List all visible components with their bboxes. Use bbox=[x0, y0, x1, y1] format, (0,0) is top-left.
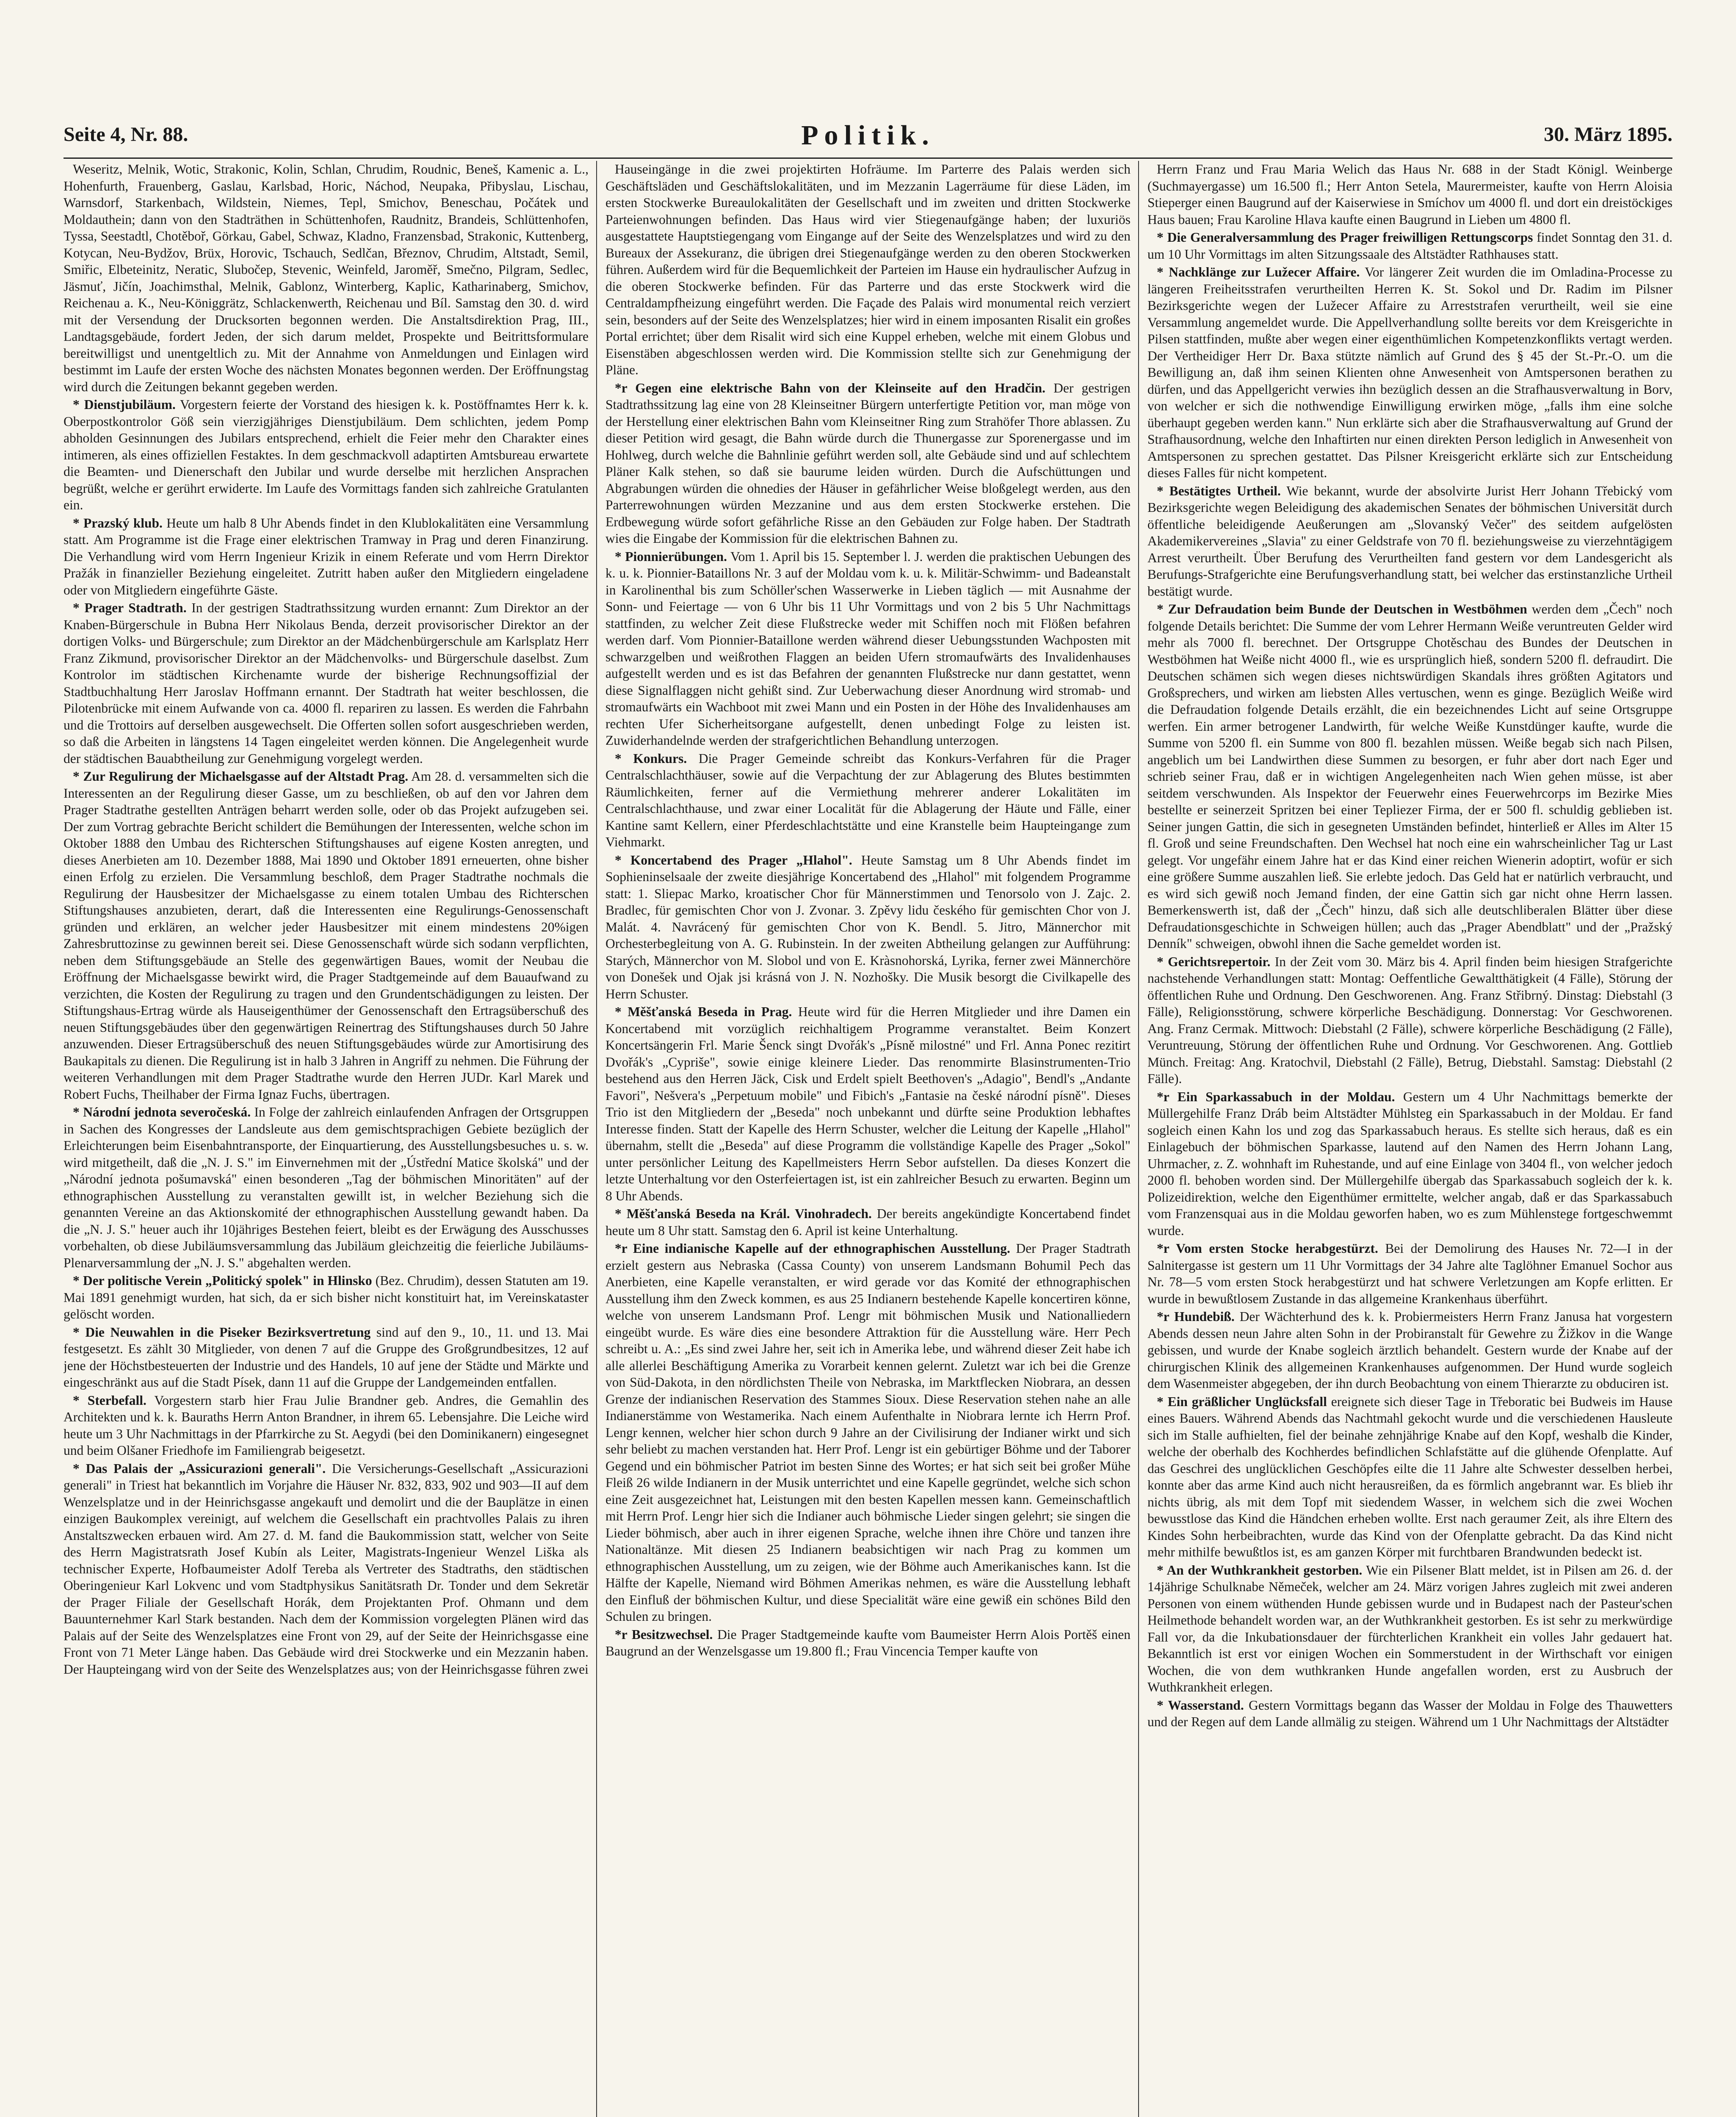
article-body: Die Prager Gemeinde schreibt das Konkurs-Verfahren für die Prager Centralschlachthäuser, sowie auf die Verpachtung der zur Ablagerung des Blutes bestimmten Räumlichkeiten, ferner auf die Vermiethung mehrerer anderer Lokalitäten im Centralschlachthause, und zwar einer Localität für die Ablagerung der Häute und Fälle, einer Kantine samt Kellern, einer Pferdeschlachtstätte und eine Kranstelle beim Haupteingange zum Viehmarkt. bbox=[605, 751, 1131, 849]
article-headline: * An der Wuthkrankheit gestorben. bbox=[1157, 1562, 1363, 1578]
article-paragraph bbox=[605, 1205, 1131, 1239]
article-paragraph bbox=[605, 750, 1131, 851]
article-body: Vorgestern starb hier Frau Julie Brandner geb. Andres, die Gemahlin des Architekten und k. k. Bauraths Herrn Anton Brandner, in ihrem 65. Lebensjahre. Die Leiche wird heute um 3 Uhr Nachmittags in der Pfarrkirche zu St. Aegydi (bei den Dominikanern) eingesegnet und beim Olšaner Friedhofe im Familiengrab beigesetzt. bbox=[64, 1393, 589, 1458]
article-body: In der Zeit vom 30. März bis 4. April finden beim hiesigen Strafgerichte nachstehende Verhandlungen statt: Montag: Oeffentliche Gewaltthätigkeit (4 Fälle), Störung der öffentlichen Ruhe und Ordnung. Den Geschworenen. Ang. Franz Střibrný. Dinstag: Diebstahl (3 Fälle), Religionsstörung, schwere körperliche Beschädigung. Donnerstag: Vor Geschworenen. Ang. Franz Cermak. Mittwoch: Diebstahl (2 Fälle), schwere körperliche Beschädigung (2 Fälle), Veruntreuung, Störung der öffentlichen Ruhe und Ordnung. Vor Geschworenen. Ang. Gottlieb Münch. Freitag: Ang. Kratochvil, Diebstahl (2 Fälle), Betrug, Diebstahl. Samstag: Diebstahl (2 Fälle). bbox=[1147, 954, 1672, 1086]
article-body: Weseritz, Melnik, Wotic, Strakonic, Kolin, Schlan, Chrudim, Roudnic, Beneš, Kamenic a. L., Hohenfurth, Frauenberg, Gaslau, Karlsbad, Horic, Náchod, Neupaka, Přibyslau, Lischau, Warnsdorf, Starkenbach, Wildstein, Niemes, Tepl, Smichov, Beneschau, Počátek und Moldauthein; dann von den Stadträthen in Schüttenhofen, Raudnitz, Brandeis, Schlüttenhofen, Tyssa, Seestadtl, Chotěboř, Görkau, Gabel, Schwaz, Kladno, Franzensbad, Strakonic, Kuttenberg, Kotycan, Neu-Bydžov, Brüx, Horovic, Tschauch, Sedlčan, Březnov, Chrudim, Altstadt, Semil, Smiřic, Elbeteinitz, Neratic, Slubočep, Stevenic, Weinfeld, Jaroměř, Smečno, Pilgram, Sedlec, Jäsmuť, Jičín, Joachimsthal, Melnik, Gablonz, Winterberg, Kaplic, Katharinaberg, Smichov, Reichenau a. K., Neu-Königgrätz, Schlackenwerth, Reichenau und Bíl. Samstag den 30. d. wird mit der Versendung der Drucksorten begonnen werden. Die Anstaltsdirektion Prag, III., Landtagsgebäude, fordert Jeden, der sich darum meldet, Prospekte und Beitrittsformulare bereitwilligst und unentgeltlich zu. Mit der Annahme von Anmeldungen und Einlagen wird bestimmt im Laufe der ersten Woche des nächsten Monates begonnen werden. Der Eröffnungstag wird durch die Zeitungen bekannt gegeben werden. bbox=[64, 162, 589, 394]
article-body: In der gestrigen Stadtrathssitzung wurden ernannt: Zum Direktor an der Knaben-Bürgerschule in Bubna Herr Nikolaus Benda, derzeit provisorischer Direktor an der dortigen Volks- und Bürgerschule; zum Direktor an der Mädchenbürgerschule am Karlsplatz Herr Franz Zikmund, provisorischer Direktor an der Mädchenvolks- und Bürgerschule daselbst. Zum Kontrolor im städtischen Kirchenamte wurde der bisherige Rechnungsoffizial der Stadtbuchhaltung Herr Jaroslav Hoffmann ernannt. Der Stadtrath hat weiter beschlossen, die Pilotenbrücke mit einem Aufwande von ca. 4000 fl. repariren zu lassen. Es werden die Fahrbahn und die Trottoirs auf derselben ausgewechselt. Die Offerten sollen sofort ausgeschrieben werden, so daß die Arbeiten in längstens 14 Tagen eingeleitet werden können. Die Angelegenheit wurde der städtischen Bauabtheilung zur Genehmigung vorgelegt werden. bbox=[64, 600, 589, 766]
article-body: Hauseingänge in die zwei projektirten Hofräume. Im Parterre des Palais werden sich Geschäftsläden und Geschäftslokalitäten, und im Mezzanin Lagerräume für diese Läden, im ersten Stockwerke Bureaulokalitäten der Gesellschaft und im zweiten und dritten Stockwerke Parteienwohnungen befinden. Das Haus wird vier Stiegenaufgänge haben; der luxuriös ausgestattete Hauptstiegengang vom Eingange auf der Seite des Wenzelsplatzes und wird zu den Bureaux der Assekuranz, die übrigen drei Stiegenaufgänge werden zu den oberen Stockwerken führen. Außerdem wird für die Bequemlichkeit der Parteien im Hause ein hydraulischer Aufzug in die oberen Stockwerke befinden. Für das Parterre und das erste Stockwerk wird die Centraldampfheizung eingeführt werden. Die Façade des Palais wird monumental reich verziert sein, besonders auf der Seite des Wenzelsplatzes; hier wird in einem imposanten Risalit ein großes Portal errichtet; über dem Risalit wird sich eine Kuppel erheben, welche mit einem Globus und Eisenstäben abgeschlossen werden wird. Die Kommission stellte sich zur Genehmigung der Pläne. bbox=[605, 162, 1131, 377]
column-divider bbox=[596, 161, 597, 2117]
article-headline: * Zur Defraudation beim Bunde der Deutschen in Westböhmen bbox=[1157, 602, 1527, 616]
article-body: Heute Samstag um 8 Uhr Abends findet im Sophieninselsaale der zweite diesjährige Koncertabend des „Hlahol" mit folgendem Programme statt: 1. Sliepac Marko, kroatischer Chor für Männerstimmen und Tenorsolo von J. Zajc. 2. Bradlec, für gemischten Chor von J. Zvonar. 3. Zpěvy lidu českého für gemischten Chor von J. Malát. 4. Navrácený für gemischten Chor von K. Bendl. 5. Jitro, Männerchor mit Orchesterbegleitung von A. G. Rubinstein. In der zweiten Abtheilung gelangen zur Aufführung: Starých, Männerchor von M. Slobol und von E. Kràsnohorská, Lyrika, ferner zwei Männerchöre von Donešek und Ojak jsi krásná von J. N. Nozhošky. Die Musik besorgt die Civilkapelle des Herrn Schuster. bbox=[605, 852, 1131, 1001]
article-paragraph bbox=[64, 396, 589, 514]
article-paragraph bbox=[1147, 1697, 1672, 1730]
article-paragraph bbox=[605, 380, 1131, 547]
article-body: ereignete sich dieser Tage in Třeboratic bei Budweis im Hause eines Bauers. Während Abends das Nachtmahl gekocht wurde und die verschiedenen Hausleute sich im Stalle aufhielten, fiel der beinahe zehnjährige Knabe auf den Kopf, weshalb die Kinder, welche der oberhalb des Kochherdes befindlichen Schlafstätte auf die glühende Ofenplatte. Auf das Geschrei des unglücklichen Geschöpfes eilte die 11 Jahre alte Schwester desselben herbei, konnte aber das arme Kind auch nicht herausreißen, da es förmlich angebrannt war. Es blieb ihr nichts übrig, als mit dem Topf mit siedendem Wasser, in welchem sich die zwei Wochen bewusstlose das Kind die Händchen erheben wollte. Erst nach geraumer Zeit, als ihre Eltern des Kindes Sohn herbeibrachten, wurde das Kind von der Ofenplatte gebracht. Da das Kind nicht mehr mithilfe bewußtlos ist, es am ganzen Körper mit furchtbaren Brandwunden bedeckt ist. bbox=[1147, 1394, 1672, 1559]
page-number: Seite 4, Nr. 88. bbox=[64, 123, 188, 146]
article-headline: * Die Neuwahlen in die Pisеker Bezirksvertretung bbox=[73, 1324, 371, 1340]
article-paragraph bbox=[1147, 1562, 1672, 1696]
article-body: Der Prager Stadtrath erzielt gestern aus Nebraska (Cassa County) von unserem Landsmann Bohumil Pech das Anerbieten, eine Kapelle veranstalten, er wird gerade vor das Komité der ethnographischen Ausstellung ihm den Zweck kommen, es aus 25 Indianern bestehende Kapelle koncertiren könne, welche von unserem Landsmann Prof. Lengr mit böhmischen Musik und Nationalliedern eingeübt wurde. Es wäre dies eine besondere Attraktion für die Ausstellung wäre. Herr Pech schreibt u. A.: „Es sind zwei Jahre her, seit ich in Amerika lebe, und während dieser Zeit habe ich alle allerlei Beschäftigung Amerika zu Vorarbeit kennen gelernt. Zuletzt war ich bei die Grenze von Süd-Dakota, in den nördlichsten Theile von Nebraska, im Marktflecken Niobrara, an dessen Grenze der indianischen Reservation des Stammes Sioux. Diese Reservation stehen nahe an alle Indianerstämme von Westamerika. Nach einem Aufenthalte in Niobrara lernte ich Herrn Prof. Lengr kennen, welcher hier schon durch 9 Jahre an der Civilisirung der Indianer wirkt und sich sehr beliebt zu machen verstanden hat. Herr Prof. Lengr ist ein gebürtiger Böhme und der Taborer Gegend und ein böhmischer Patriot im besten Sinne des Wortes; er hat sich seit bei großer Mühe Fleiß 26 wilde Indianern in der Musik unterrichtet und eine Kapelle gegründet, welche sich schon eine Zeit ausgezeichnet hat, Leistungen mit den besten Kapellen messen kann. Gemeinschaftlich mit Herrn Prof. Lengr hier sich die Indianer auch böhmische Lieder singen gelehrt; sie singen die Lieder böhmisch, aber auch in ihrer eigenen Sprache, welche ihnen ihre Chöre und tanzen ihre Nationaltänze. Mit diesen 25 Indianern beabsichtigen wir nach Prag zu kommen um ethnographischen Ausstellung, um zu zeigen, wie der Böhme auch Amerikanisches kann. Ist die Hälfte der Kapelle, Niemand wird Böhmen Amerikas nehmen, es wäre die Ausstellung lebhaft den Einfluß der böhmischen Kultur, und diese Specialität wäre eine gewiß ein schönes Bild den Schulen zu bringen. bbox=[605, 1241, 1131, 1624]
article-body: Die Prager Stadtgemeinde kaufte vom Baumeister Herrn Alois Portěš einen Baugrund an der Wenzelsgasse um 19.800 fl.; Frau Vincencia Temper kaufte von bbox=[605, 1627, 1131, 1658]
article-headline: *r Gegen eine elektrische Bahn von der Kleinseite auf den Hradčin. bbox=[615, 380, 1046, 395]
article-body: Bei der Demolirung des Hauses Nr. 72—I in der Salnitergasse ist gestern um 11 Uhr Vormittags der 34 Jahre alte Taglöhner Emanuel Sochor aus Nr. 78—5 vom ersten Stock herabgestürzt und hat schwere Verletzungen am Kopfe erlitten. Er wurde in bewußtlosem Zustande in das allgemeine Krankenhaus überführt. bbox=[1147, 1241, 1672, 1306]
article-body: sind auf den 9., 10., 11. und 13. Mai festgesetzt. Es zählt 30 Mitglieder, von denen 7 auf die Gruppe des Großgrundbesitzes, 12 auf jene der Höchstbesteuerten der Industrie und des Handels, 10 auf jene der Städte und Märkte und eingeschränkt aus auf die Stadt Písek, dann 11 auf die Gruppe der Landgemeinden entfallen. bbox=[64, 1324, 589, 1390]
article-body: Der gestrigen Stadtrathssitzung lag eine von 28 Kleinseitner Bürgern unterfertigte Petition vor, man möge von der Herstellung einer elektrischen Bahn vom Kleinseitner Ring zum Strahöfer Thore ablassen. Zu dieser Petition wird gesagt, die Bahn würde durch die Thunergasse zur Sporenergasse und im Hohlweg, durch welche die Bahnlinie geführt werden soll, alte Gebäude sind und auf schlechtem Pläner Kalk stehen, so daß sie baurume leiden würden. Durch die Aufschüttungen und Abgrabungen würden die ohnedies der Häuser in gefährlicher Weise bloßgelegt werden, aus den Parterrewohnungen würden Mezzanine und aus dem ersten Stockwerke erstehen. Die Erdbewegung würde sofort gefährliche Risse an den Gebäuden zur Folge haben. Der Stadtrath wies die Eingabe der Kommission für die elektrischen Bahnen zu. bbox=[605, 380, 1131, 546]
article-headline: * Der politische Verein „Politický spolek" in Hlinsko bbox=[73, 1273, 372, 1288]
article-headline: *r Besitzwechsel. bbox=[615, 1627, 713, 1642]
article-paragraph bbox=[605, 1240, 1131, 1625]
column-2 bbox=[605, 161, 1131, 2117]
article-paragraph bbox=[1147, 264, 1672, 481]
article-body: (Bez. Chrudim), dessen Statuten am 19. Mai 1891 genehmigt wurden, hat sich, da er sich bisher nicht konstituirt hat, im Vereinskataster gelöscht worden. bbox=[64, 1273, 589, 1321]
article-body: Vorgestern feierte der Vorstand des hiesigen k. k. Postöffnamtes Herr k. k. Oberpostkontrolor Göß sein vierzigjähriges Dienstjubiläum. Dem schlichten, jedem Pomp abholden Gesinnungen des Jubilars entsprechend, erhielt die Feier mehr den Charakter eines intimeren, als eines offiziellen Festaktes. In dem geschmackvoll adaptirten Amtsbureau erwartete die Beamten- und Dienerschaft den Jubilar und wurde derselbe mit herzlichen Ansprachen begrüßt, welche er gerührt erwiderte. Im Laufe des Vormittags fanden sich zahlreiche Gratulanten ein. bbox=[64, 397, 589, 512]
article-body: werden dem „Čech" noch folgende Details berichtet: Die Summe der vom Lehrer Hermann Weiße veruntreuten Gelder wird mehr als 7000 fl. berechnet. Der Ortsgruppe Chotěschau des Bundes der Deutschen in Westböhmen hat Weiße nicht 4000 fl., wie es ursprünglich hieß, sondern 5200 fl. defraudirt. Die Deutschen schämen sich wegen dieses nichtswürdigen Skandals ihres größten Agitators und Großsprechers, und wirken am liebsten Alles vertuschen, wenn es ginge. Bezüglich Weiße wird die Defraudation folgende Details erzählt, die ein bezeichnendes Licht auf seine Ortsgruppe werfen. Ein armer betrogener Landwirth, für welche Weiße Kunstdünger kaufte, wurde die Summe von 5200 fl. ein Summe von 800 fl. bezahlen müssen. Weiße begab sich nach Pilsen, angeblich um bei Landwirthen diese Summen zu besorgen, er fuhr aber dort nach Eger und schrieb seiner Frau, daß er in wichtigen Angelegenheiten nach Wien gehen müsse, ist aber seitdem verschwunden. Als Inspektor der Feuerwehr eines Feuerwehrcorps im Bezirke Mies bestellte er seinerzeit Spritzen bei einer Tepliezer Firma, der er 500 fl. schuldig geblieben ist. Seiner jungen Gattin, die sich in gesegneten Umständen befindet, hinterließ er Alles im Alter 15 fl. Groß und seine Freundschaften. Den Wechsel hat noch eine ein wahrscheinlicher Tag ur Last gelegt. Vor ungefähr einem Jahre hat er das Kind einer reichen Wienerin adoptirt, wofür er sich eine größere Summe auszahlen ließ. Sie erlebte jedoch. Das Geld hat er natürlich verbraucht, und es wird sich gewiß noch Jemand finden, der eine Gattin sich gar nicht ohne Herrn lassen. Bemerkenswerth ist, daß der „Čech" hinzu, daß sich alle deutschliberalen Blätter über diese Defraudationsgeschichte in Schweigen hüllen; auch das „Prager Abendblatt" und der „Pražský Denník" schweigen, obwohl ihnen die Sache gemeldet worden ist. bbox=[1147, 602, 1672, 951]
article-headline: * Wasserstand. bbox=[1157, 1697, 1244, 1713]
article-body: Gestern um 4 Uhr Nachmittags bemerkte der Müllergehilfe Franz Dráb beim Altstädter Mühlsteg ein Sparkassabuch in der Moldau. Er fand sogleich einen Kahn los und zog das Sparkassabuch heraus. Es stellte sich heraus, daß es ein Einlagebuch der böhmischen Sparkasse, lautend auf den Namen des Herrn Johann Lang, Uhrmacher, z. Z. wohnhaft im Ruhestande, und auf eine Einlage von 3404 fl., von welcher jedoch 2000 fl. behoben worden sind. Der Müllergehilfe übergab das Sparkassabuch sogleich der k. k. Polizeidirektion, welche den Eigenthümer ermittelte, welcher angab, daß er das Sparkassabuch vom Franzensquai aus in die Moldau geworfen haben, wo es zum Mühlenstege fortgeschwemmt wurde. bbox=[1147, 1089, 1672, 1238]
article-body: Heute wird für die Herren Mitglieder und ihre Damen ein Koncertabend mit vorzüglich reichhaltigem Programme veranstaltet. Beim Konzert Koncertsängerin Frl. Marie Šenck singt Dvořák's „Písně milostné" und Frl. Anna Ponec rezitirt Dvořák's „Cypriše", sowie einige kleinere Lieder. Das renommirte Blasinstrumenten-Trio bestehend aus den Herren Jäck, Cisk und Erdelt spielt Beethoven's „Adagio", Bendl's „Andante Favori", Nešvera's „Perpetuum mobile" und Fibich's „Fantasie na české národní písně". Dieses Trio ist den Mitgliedern der „Beseda" noch unbekannt und dürfte seine Produktion lebhaftes Interesse finden. Statt der Kapelle des Herrn Schuster, welcher die Leitung der Kapelle „Hlahol" übernahm, stellt die „Beseda" auf diese Programm die vollständige Kapelle des Prager „Sokol" unter persönlicher Leitung des Kapellmeisters Herrn Sebor aufstellen. Da dieses Konzert die letzte Unterhaltung vor den Osterfeiertagen ist, ist ein zahlreicher Besuch zu erwarten. Beginn um 8 Uhr Abends. bbox=[605, 1004, 1131, 1203]
article-paragraph bbox=[64, 1392, 589, 1459]
article-body: Am 28. d. versammelten sich die Interessenten an der Regulirung dieser Gasse, um zu beschließen, ob auf den vor Jahren dem Prager Stadtrathe gestellten Anträgen beharrt werden solle, oder ob das Projekt aufzugeben sei. Der zum Vortrag gebrachte Bericht schildert die Bemühungen der Interessenten, welche schon im Oktober 1888 den Umbau des Richterschen Stiftungshauses auf eigene Kosten anregten, und dieses Anerbieten am 10. Dezember 1888, Mai 1890 und Oktober 1891 erneuerten, ohne bisher einen Erfolg zu erzielen. Die Versammlung beschloß, dem Prager Stadtrathe nochmals die Regulirung der Hausbesitzer der Michaelsgasse zu einem totalen Umbau des Richterschen Stiftungshauses anzubieten, derart, daß die Interessenten eine Regulirungs-Genossenschaft gründen und erklären, an welcher jeder Hausbesitzer mit einem mindestens 20%igen Zahresbruttozinse zu gewinnen bereit sei. Diese Genossenschaft würde sich sodann verpflichten, neben dem Stiftungsgebäude an Stelle des gegenwärtigen Baues, womit der Neubau die Eröffnung der Michaelsgasse bewirkt wird, die Prager Stadtgemeinde auf dem Bauaufwand zu verzichten, die Kosten der Regulirung zu tragen und den Grundentschädigungen zu leisten. Der Stiftungshaus-Ertrag würde als Hauseigenthümer der Genossenschaft den Ertragsüberschuß des neuen Stiftungsgebäudes über den gegenwärtigen Reinertrag des Stiftungshauses durch 50 Jahre anzuwenden. Dieser Ertragsüberschuß des neuen Stiftungsgebäudes würde zur Amortisirung des Baukapitals zu dienen. Die Regulirung ist in halb 3 Jahren in Angriff zu nehmen. Die Führung der weiteren Verhandlungen mit dem Prager Stadtrathe wurde den Herren JUDr. Karl Marek und Robert Fuchs, Theilhaber der Firma Ignaz Fuchs, übertragen. bbox=[64, 769, 589, 1102]
article-body: Wie bekannt, wurde der absolvirte Jurist Herr Johann Třebický vom Bezirksgerichte wegen Beleidigung des akademischen Senates der böhmischen Universität durch öffentliche beleidigende Aeußerungen am „Slovanský Večer" des seitdem aufgelösten Akademikervereines „Slavia" zu einer Geldstrafe von 70 fl. beziehungsweise zu vierzehntägigem Arrest verurtheilt. Über Berufung des Verurtheilten fand gestern vor dem Landesgericht als Berufungs-Strafgerichte eine Berufungsverhandlung statt, bei welcher das erstinstanzliche Urtheil bestätigt wurde. bbox=[1147, 483, 1672, 599]
article-body: In Folge der zahlreich einlaufenden Anfragen der Ortsgruppen in Sachen des Kongresses der Landsleute aus dem gemischtsprachigen Gebiete bezüglich der Erleichterungen beim Eisenbahntransporte, der Einquartierung, des Ausstellungsbesuches u. s. w. wird mitgetheilt, daß die „N. J. S." im Einvernehmen mit der „Ústřední Matice školská" und der „Národní jednota pošumavská" einen besonderen „Tag der böhmischen Minoritäten" auf der ethnographischen Ausstellung zu veranstalten gewillt ist, in welcher Beziehung sich die genannten Vereine an das Aktionskomité der ethnographischen Ausstellung gewandt haben. Da die „N. J. S." heuer auch ihr 10jähriges Bestehen feiert, bleibt es der Erwägung des Ausschusses vorbehalten, ob diese Jubiläumsversammlung das Jubiläum gleichzeitig die feierliche Jubiläums-Plenarversammlung der „N. J. S." abgehalten werden. bbox=[64, 1105, 589, 1270]
article-paragraph bbox=[64, 1324, 589, 1391]
column-1 bbox=[64, 161, 589, 2117]
article-paragraph bbox=[605, 1003, 1131, 1204]
article-headline: * Měšťanská Beseda na Král. Vinohradech. bbox=[615, 1206, 872, 1221]
article-paragraph bbox=[1147, 601, 1672, 952]
article-headline: *r Ein Sparkassabuch in der Moldau. bbox=[1157, 1089, 1395, 1104]
article-headline: * Sterbefall. bbox=[73, 1393, 147, 1408]
article-headline: *r Eine indianische Kapelle auf der ethnographischen Ausstellung. bbox=[615, 1241, 1010, 1256]
article-headline: * Prager Stadtrath. bbox=[73, 600, 187, 615]
article-paragraph bbox=[605, 548, 1131, 749]
article-paragraph bbox=[64, 515, 589, 599]
article-paragraph bbox=[605, 1626, 1131, 1660]
article-paragraph bbox=[605, 161, 1131, 379]
article-body: Vom 1. April bis 15. September l. J. werden die praktischen Uebungen des k. u. k. Pionnier-Bataillons Nr. 3 auf der Moldau vom k. u. k. Militär-Schwimm- und Badeanstalt in Karolinenthal bis zum Schöller'schen Wasserwerke in Lieben täglich — mit Ausnahme der Sonn- und Feiertage — von 6 Uhr bis 11 Uhr Vormittags und von 2 bis 5 Uhr Nachmittags stattfinden, zu welcher Zeit diese Flußstrecke weder mit Schiffen noch mit Flößen befahren werden darf. Vom Pionnier-Bataillone werden während dieser Uebungsstunden Wachposten mit schwarzgelben und weißrothen Flaggen an beiden Ufern stromaufwärts des Invalidenhauses aufgestellt werden und es ist das Befahren der genannten Flußstrecke nur dann gestattet, wenn diese Signalflaggen nicht gehißt sind. Zur Ueberwachung dieser Anordnung wird stromab- und stromaufwärts ein Wachboot mit zwei Mann und ein Posten in der Höhe des Invalidenhauses am rechten Ufer Sicherheitsorgane aufgestellt, denen unbedingt Folge zu leisten ist. Zuwiderhandelnde werden der strafgerichtlichen Behandlung unterzogen. bbox=[605, 549, 1131, 748]
article-paragraph bbox=[64, 768, 589, 1103]
article-body: Vor längerer Zeit wurden die im Omladina-Processe zu längeren Freiheitsstrafen verurtheilten Herren K. St. Sokol und Dr. Radim im Pilsner Bezirksgerichte wegen der Lužecer Affaire zu Arreststrafen verurtheilt, weil sie eine Versammlung angemeldet wurde. Die Appellverhandlung sollte bereits vor dem Kreisgerichte in Pilsen stattfinden, mußte aber wegen einer eigenthümlichen Kompetenzkonflikts vertagt werden. Der Vertheidiger Herr Dr. Baxa stützte nämlich auf Grund des § 45 der St.-Pr.-O. um die Bewilligung an, daß ihm seinen Klienten ohne Anwesenheit von Amtspersonen berathen zu dürfen, und das Appellgericht verwies ihn bezüglich dessen an die Strafhausverwaltung in Borv, von welcher er sich die nothwendige Einwilligung erwirken möge, „falls ihm eine solche überhaupt gegeben werden kann." Nun erklärte sich aber die Strafhausverwaltung auf Grund der Strafhausordnung, welche den Inhaftirten nur einen direkten Person lediglich in Anwesenheit von Amtspersonen zu sprechen gestattet. Das Pilsner Kreisgericht erklärte sich zur Entscheidung dieses Falles für nicht kompetent. bbox=[1147, 265, 1672, 480]
page-header bbox=[64, 120, 1672, 157]
issue-date: 30. März 1895. bbox=[1544, 123, 1672, 146]
article-paragraph bbox=[605, 852, 1131, 1003]
article-headline: * Dienstjubiläum. bbox=[73, 397, 176, 412]
article-paragraph bbox=[1147, 483, 1672, 600]
article-headline: *r Hundebiß. bbox=[1157, 1309, 1235, 1324]
article-headline: * Koncertabend des Prager „Hlahol". bbox=[615, 852, 852, 868]
column-3 bbox=[1147, 161, 1672, 2117]
article-paragraph bbox=[1147, 1240, 1672, 1307]
article-body: Heute um halb 8 Uhr Abends findet in den Klublokalitäten eine Versammlung statt. Am Programme ist die Frage einer elektrischen Tramway in Prag und deren Finanzirung. Die Verhandlung wird vom Herrn Ingenieur Krizik in einem Referate und vom Herrn Direktor Pražák in finanzieller Beziehung eingeleitet. Zutritt haben außer den Mitgliedern eingeladene oder von Mitgliedern eingeführte Gäste. bbox=[64, 515, 589, 597]
article-body: findet Sonntag den 31. d. um 10 Uhr Vormittags im alten Sitzungssaale des Altstädter Rathhauses statt. bbox=[1147, 230, 1672, 262]
article-headline: *r Vom ersten Stocke herabgestürzt. bbox=[1157, 1241, 1378, 1256]
article-paragraph bbox=[1147, 1089, 1672, 1239]
article-paragraph bbox=[64, 600, 589, 767]
article-paragraph bbox=[64, 1272, 589, 1323]
article-paragraph bbox=[1147, 229, 1672, 263]
article-paragraph bbox=[1147, 1393, 1672, 1561]
article-headline: * Národní jednota severočeská. bbox=[73, 1105, 251, 1119]
article-headline: * Prazský klub. bbox=[73, 515, 163, 531]
column-divider bbox=[1138, 161, 1139, 2117]
article-body: Der bereits angekündigte Koncertabend findet heute um 8 Uhr statt. Samstag den 6. April ist keine Unterhaltung. bbox=[605, 1206, 1131, 1238]
article-paragraph bbox=[64, 1460, 589, 1678]
article-body: Die Versicherungs-Gesellschaft „Assicurazioni generali" in Triest hat bekanntlich im Vorjahre die Häuser Nr. 832, 833, 902 und 903—II auf dem Wenzelsplatze und in der Heinrichsgasse angekauft und demolirt und die der Bauplätze in einen einzigen Baukomplex vereinigt, auf welchem die Gesellschaft ein prachtvolles Palais zu ihren Anstaltszwecken erbauen wird. Am 27. d. M. fand die Baukommission statt, welcher von Seite des Herrn Magistratsrath Josef Kubín als Leiter, Magistrats-Ingenieur Wenzel Liška als technischer Experte, Hofbaumeister Adolf Tereba als Vertreter des Stadtraths, den städtischen Oberingenieur Karl Lokvenc und vom Stadtphysikus Sanitätsrath Dr. Tonder und dem Sekretär der Prager Filiale der Gesellschaft Horák, dem Projektanten Prof. Ohmann und dem Bauunternehmer Karl Stark bestanden. Nach dem der Kommission vorgelegten Plänen wird das Palais auf der Seite des Wenzelsplatzes eine Front von 29, auf der Seite der Heinrichsgasse eine Front von 71 Meter Länge haben. Das Gebäude wird drei Stockwerke und ein Mezzanin haben. Der Haupteingang wird von der Seite des Wenzelsplatzes aus; von der Heinrichsgasse führen zwei bbox=[64, 1461, 589, 1677]
article-headline: * Nachklänge zur Lužecer Affaire. bbox=[1157, 265, 1360, 279]
article-paragraph bbox=[64, 161, 589, 395]
article-headline: * Konkurs. bbox=[615, 751, 687, 766]
article-headline: * Zur Regulirung der Michaelsgasse auf der Altstadt Prag. bbox=[73, 769, 409, 784]
article-body: Wie ein Pilsener Blatt meldet, ist in Pilsen am 26. d. der 14jährige Schulknabe Němeček, welcher am 24. März vorigen Jahres zugleich mit zwei anderen Personen von einem wüthenden Hunde gebissen wurde und in Budapest nach der Pasteur'schen Heilmethode behandelt worden war, an der Wuthkrankheit gestorben. Es ist sehr zu merkwürdige Fall vor, da die Inkubationsdauer der fürchterlichen Krankheit ein volles Jahr gedauert hat. Bekanntlich ist erst vor einigen Wochen ein Sommerstudent in der Wirthschaft vor einigen Wochen, die von dem wuthkranken Hunde angefallen worden, erst zu Ausbruch der Wuthkrankheit erlegen. bbox=[1147, 1562, 1672, 1694]
article-body: Der Wächterhund des k. k. Probiermeisters Herrn Franz Janusa hat vorgestern Abends dessen neun Jahre alten Sohn in der Probiranstalt für Gewehre zu Žižkov in die Wange gebissen, und wurde der Knabe sogleich ärztlich behandelt. Gestern wurde der Knabe auf der chirurgischen Klinik des allgemeinen Krankenhauses aufgenommen. Der Hund wurde sogleich dem Wasenmeister abgegeben, der ihn durch Beobachtung von einem Thierarzte zu obduciren ist. bbox=[1147, 1309, 1672, 1391]
article-paragraph bbox=[1147, 161, 1672, 228]
article-headline: * Gerichtsrepertoir. bbox=[1157, 954, 1271, 969]
article-body: Gestern Vormittags begann das Wasser der Moldau in Folge des Thauwetters und der Regen auf dem Lande allmälig zu steigen. Während um 1 Uhr Nachmittags der Altstädter bbox=[1147, 1697, 1672, 1729]
section-title: Politik. bbox=[801, 120, 935, 151]
article-paragraph bbox=[1147, 1308, 1672, 1392]
article-headline: * Das Palais der „Assicurazioni generali". bbox=[73, 1461, 326, 1476]
article-headline: * Bestätigtes Urtheil. bbox=[1157, 483, 1281, 498]
article-paragraph bbox=[1147, 953, 1672, 1087]
article-headline: * Die Generalversammlung des Prager freiwilligen Rettungscorps bbox=[1157, 230, 1533, 245]
article-body: Herrn Franz und Frau Maria Welich das Haus Nr. 688 in der Stadt Königl. Weinberge (Suchmayergasse) um 16.500 fl.; Herr Anton Setela, Maurermeister, kaufte von Herrn Aloisia Stieperger einen Baugrund auf der Kaiserwiese in Smíchov um 4000 fl. und dort ein dreistöckiges Haus bauen; Frau Karoline Hlava kaufte einen Baugrund in Lieben um 4800 fl. bbox=[1147, 162, 1672, 227]
article-headline: * Ein gräßlicher Unglücksfall bbox=[1157, 1394, 1327, 1409]
article-headline: * Pionnierübungen. bbox=[615, 549, 727, 564]
article-paragraph bbox=[64, 1104, 589, 1271]
article-headline: * Měšťanská Beseda in Prag. bbox=[615, 1004, 792, 1019]
header-rule bbox=[64, 158, 1672, 159]
